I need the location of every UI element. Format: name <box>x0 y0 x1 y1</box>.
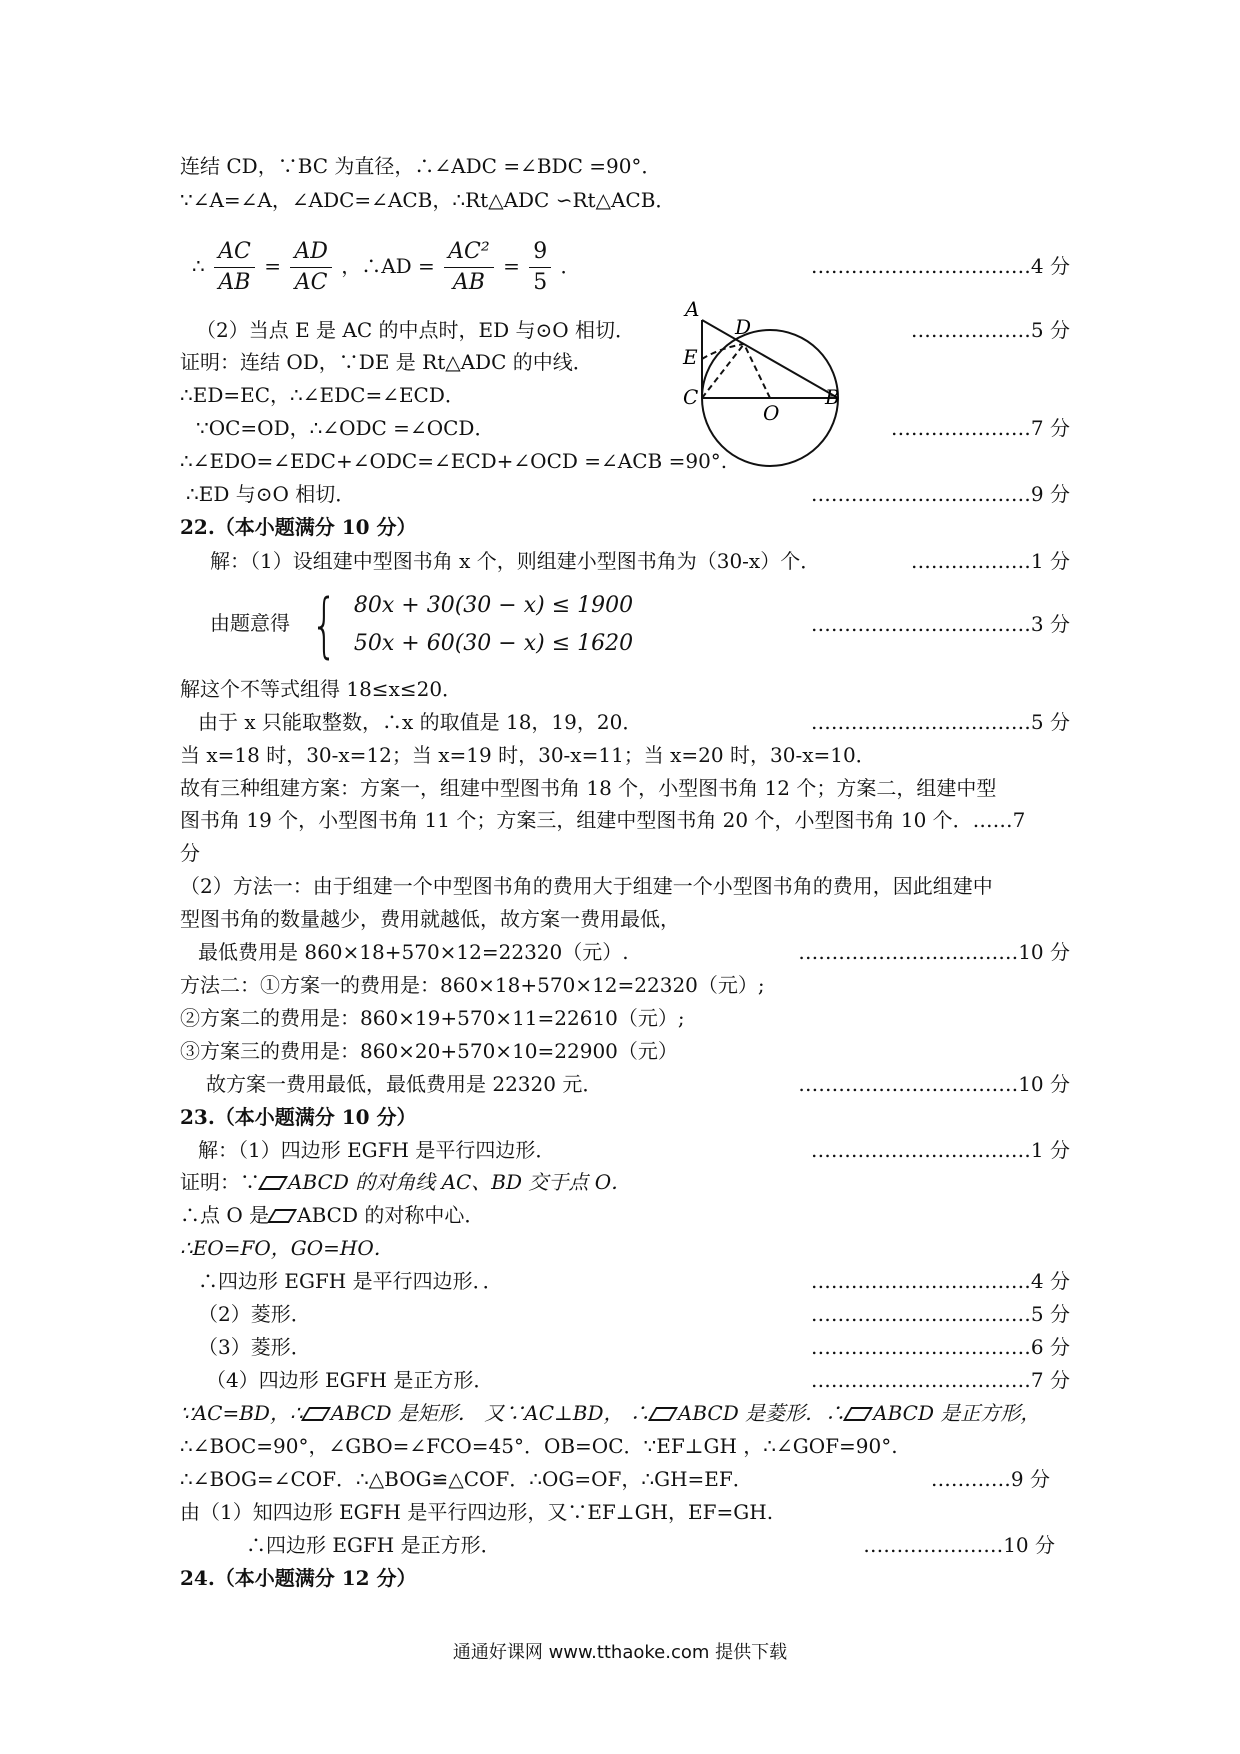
q23-part2: （2）菱形． <box>198 1302 311 1326</box>
q23-from-part1: 由（1）知四边形 EGFH 是平行四边形，又∵EF⊥GH，EF=GH. <box>180 1500 774 1524</box>
q22-plans-line3: 分 <box>180 841 200 865</box>
label-d: D <box>735 315 752 339</box>
fraction-9-5: $\frac{9}{5}$ <box>529 237 551 298</box>
q23-angles: ∴∠BOC=90°，∠GBO=∠FCO=45°．OB=OC．∵EF⊥GH ，∴∠GOF=90°. <box>180 1434 898 1458</box>
q23-part3: （3）菱形． <box>198 1335 311 1359</box>
line-proof-od: 证明：连结 OD，∵DE 是 Rt△ADC 的中线． <box>180 350 593 374</box>
q22-plans-line2: 图书角 19 个，小型图书角 11 个；方案三，组建中型图书角 20 个，小型图书角 10 个．……7 <box>180 808 1026 832</box>
score-7: …………………7 分 <box>890 416 1070 440</box>
q23-proof-diagonals: 证明：∵ ABCD 的对角线 AC、BD 交于点 O． <box>180 1170 632 1194</box>
period: ． <box>560 254 581 278</box>
q22-method2-plan1: 方法二：①方案一的费用是：860×18+570×12=22320（元）; <box>180 973 765 997</box>
q22-plans-line1: 故有三种组建方案：方案一，组建中型图书角 18 个，小型图书角 12 个；方案二，组建中型 <box>180 776 997 800</box>
score-23-7: ……………………………7 分 <box>810 1368 1070 1392</box>
q23-congruent: ∴∠BOG=∠COF．∴△BOG≌△COF．∴OG=OF，∴GH=EF． <box>180 1467 753 1491</box>
fraction-ac2-ab: $\frac{\text{AC²}}{AB}$ <box>444 237 494 298</box>
question-22-header: 22.（本小题满分 10 分） <box>180 515 417 539</box>
line-ratio-equation <box>192 236 581 298</box>
equals-sign-2: = <box>503 254 520 278</box>
line-ed-ec: ∴ED=EC，∴∠EDC=∠ECD． <box>180 383 465 407</box>
line-ed-tangent: ∴ED 与⊙O 相切． <box>186 482 356 506</box>
q22-integer-values: 由于 x 只能取整数，∴x 的取值是 18，19，20． <box>198 710 643 734</box>
line-angle-edo: ∴∠EDO=∠EDC+∠ODC=∠ECD+∠OCD =∠ACB =90°. <box>180 449 728 473</box>
q23-square-proof: ∵AC=BD，∴ ABCD 是矩形． 又∵AC⊥BD， ∴ ABCD 是菱形．∴ ABCD 是正方形， <box>180 1401 1041 1425</box>
q22-inequality-system <box>210 578 633 670</box>
score-22-10a: ……………………………10 分 <box>798 940 1070 964</box>
q22-cases: 当 x=18 时，30-x=12；当 x=19 时，30-x=11；当 x=20 时，30-x=10． <box>180 743 876 767</box>
fraction-ad-ac: $\frac{AD}{AC}$ <box>290 237 332 298</box>
parallelogram-icon <box>267 1209 297 1223</box>
label-o: O <box>763 401 780 425</box>
q22-min-cost: 最低费用是 860×18+570×12=22320（元）. <box>198 940 629 964</box>
score-22-3: ……………………………3 分 <box>810 612 1070 636</box>
q23-eo-fo: ∴EO=FO，GO=HO． <box>180 1236 394 1260</box>
score-23-10: …………………10 分 <box>863 1533 1055 1557</box>
q22-conclusion: 故方案一费用最低，最低费用是 22320 元． <box>206 1072 603 1096</box>
parallelogram-icon <box>843 1407 873 1421</box>
q22-method1-line2: 型图书角的数量越少，费用就越低，故方案一费用最低， <box>180 907 680 931</box>
score-4: ……………………………4 分 <box>810 254 1070 278</box>
q23-step1: 解：（1）四边形 EGFH 是平行四边形． <box>198 1138 556 1162</box>
q22-solution-range: 解这个不等式组得 18≤x≤20． <box>180 677 463 701</box>
label-c: C <box>683 385 699 409</box>
q23-symmetry-center: ∴点 O 是 ABCD 的对称中心． <box>180 1203 485 1227</box>
question-23-header: 23.（本小题满分 10 分） <box>180 1105 417 1129</box>
score-23-5: ……………………………5 分 <box>810 1302 1070 1326</box>
segment-ed <box>702 344 744 359</box>
parallelogram-icon <box>301 1407 331 1421</box>
equals-sign: = <box>264 254 281 278</box>
q22-method2-plan2: ②方案二的费用是：860×19+570×11=22610（元）; <box>180 1006 685 1030</box>
segment-ab <box>702 320 838 398</box>
inequality-brace-group: { 80x + 30(30 − x) ≤ 1900 50x + 60(30 − x) ≤ 1620 <box>311 583 634 666</box>
fraction-ac-ab: $\frac{AC}{AB}$ <box>214 237 255 298</box>
score-23-6: ……………………………6 分 <box>810 1335 1070 1359</box>
q23-part4: （4）四边形 EGFH 是正方形． <box>206 1368 494 1392</box>
label-b: B <box>825 385 840 409</box>
score-23-9: …………9 分 <box>930 1467 1050 1491</box>
q23-parallelogram-conclusion: ∴四边形 EGFH 是平行四边形．． <box>198 1269 503 1293</box>
score-23-1: ……………………………1 分 <box>810 1138 1070 1162</box>
line-similar-triangles: ∵∠A=∠A，∠ADC=∠ACB，∴Rt△ADC ∽Rt△ACB． <box>180 188 676 212</box>
q22-method1-line1: （2）方法一：由于组建一个中型图书角的费用大于组建一个小型图书角的费用，因此组建中 <box>180 874 993 898</box>
q22-method2-plan3: ③方案三的费用是：860×20+570×10=22900（元） <box>180 1039 678 1063</box>
inequality-1: 80x + 30(30 − x) ≤ 1900 <box>353 592 634 618</box>
page-footer: 通通好课网 www.tthaoke.com 提供下载 <box>452 1642 788 1663</box>
parallelogram-icon <box>648 1407 678 1421</box>
q22-step1: 解：（1）设组建中型图书角 x 个，则组建小型图书角为（30-x）个． <box>210 549 821 573</box>
therefore-symbol: ∴ <box>192 254 205 278</box>
line-connect-cd: 连结 CD，∵BC 为直径，∴∠ADC =∠BDC =90°． <box>180 154 662 178</box>
label-a: A <box>685 300 700 321</box>
score-9: ……………………………9 分 <box>810 482 1070 506</box>
line-oc-od: ∵OC=OD，∴∠ODC =∠OCD． <box>196 416 495 440</box>
circle-figure <box>675 300 850 470</box>
question-24-header: 24.（本小题满分 12 分） <box>180 1566 417 1590</box>
inequality-2: 50x + 60(30 − x) ≤ 1620 <box>353 630 634 656</box>
label-e: E <box>683 345 698 369</box>
score-22-5: ……………………………5 分 <box>810 710 1070 734</box>
score-23-4: ……………………………4 分 <box>810 1269 1070 1293</box>
score-5: ………………5 分 <box>910 318 1070 342</box>
q23-square-conclusion: ∴四边形 EGFH 是正方形． <box>246 1533 501 1557</box>
q22-given-label: 由题意得 <box>210 611 290 635</box>
line-tangent-claim: （2）当点 E 是 AC 的中点时，ED 与⊙O 相切． <box>196 318 636 342</box>
parallelogram-icon <box>258 1176 288 1190</box>
score-22-10b: ……………………………10 分 <box>798 1072 1070 1096</box>
ratio-mid-text: ，∴AD = <box>341 254 435 278</box>
score-22-1: ………………1 分 <box>910 549 1070 573</box>
